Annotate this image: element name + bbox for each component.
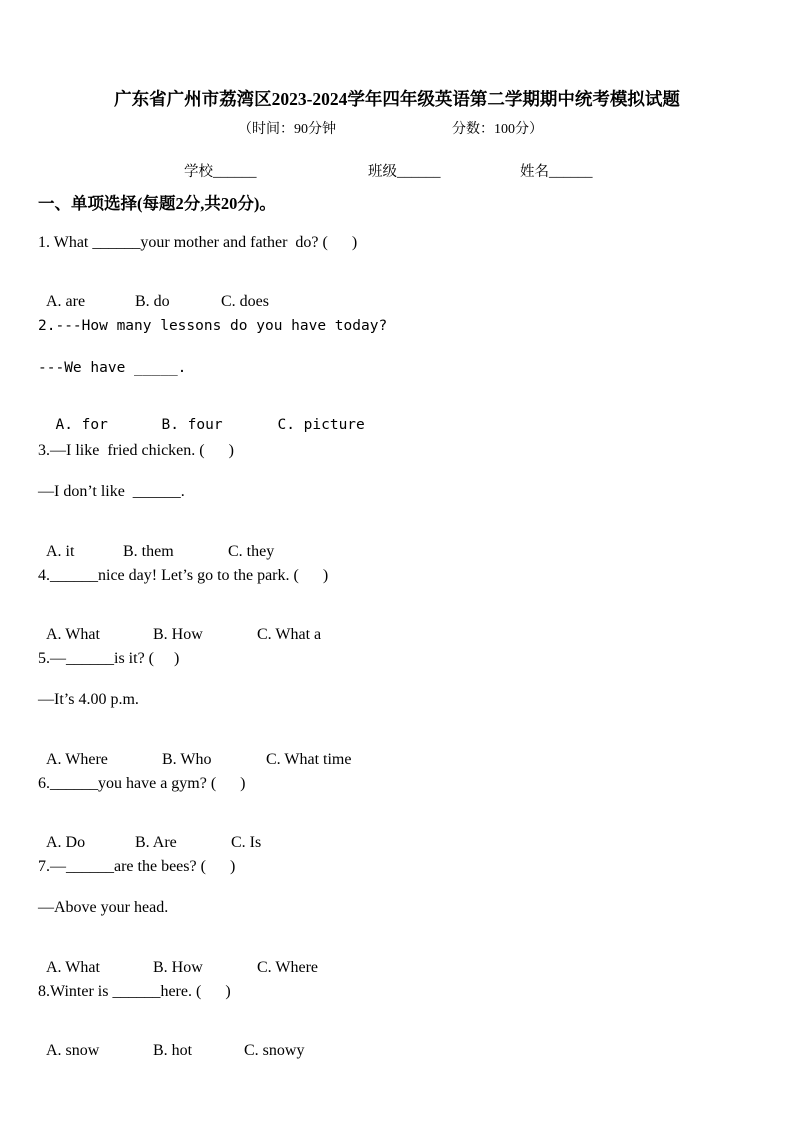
option-c: C. Where xyxy=(257,959,319,976)
option-a: A. What xyxy=(46,959,100,976)
option-c: C. Is xyxy=(231,834,262,851)
question-5-reply: —It’s 4.00 p.m. xyxy=(38,691,139,708)
options-4 xyxy=(38,608,321,644)
question-5: 5.—______is it? ( ) xyxy=(38,650,180,667)
exam-score: 分数：100分） xyxy=(452,122,543,137)
option-c: C. does xyxy=(221,293,269,310)
option-b: B. them xyxy=(123,543,174,560)
option-a: A. Do xyxy=(46,834,86,851)
option-a: A. it xyxy=(46,543,75,560)
question-7: 7.—______are the bees? ( ) xyxy=(38,858,236,875)
page-title: 广东省广州市荔湾区2023-2024学年四年级英语第二学期期中统考模拟试题 xyxy=(114,89,680,109)
option-a: A. for xyxy=(55,417,108,433)
school-field: 学校______ xyxy=(184,164,257,180)
question-6: 6.______you have a gym? ( ) xyxy=(38,775,246,792)
question-2: 2.---How many lessons do you have today? xyxy=(38,318,388,334)
option-a: A. What xyxy=(46,626,100,643)
option-a: A. are xyxy=(46,293,86,310)
question-7-reply: —Above your head. xyxy=(38,899,169,916)
option-b: B. Who xyxy=(162,751,212,768)
options-1 xyxy=(38,275,269,311)
option-b: B. Are xyxy=(135,834,177,851)
option-b: B. How xyxy=(153,626,203,643)
options-3 xyxy=(38,525,274,561)
options-5 xyxy=(38,733,351,769)
question-8: 8.Winter is ______here. ( ) xyxy=(38,983,231,1000)
option-a: A. snow xyxy=(46,1042,100,1059)
options-6 xyxy=(38,816,261,852)
class-field: 班级______ xyxy=(368,164,441,180)
options-7 xyxy=(38,941,318,977)
question-3: 3.—I like fried chicken. ( ) xyxy=(38,442,234,459)
option-c: C. What time xyxy=(266,751,352,768)
question-4: 4.______nice day! Let’s go to the park. ( ) xyxy=(38,567,329,584)
name-field: 姓名______ xyxy=(520,164,593,180)
option-b: B. do xyxy=(135,293,170,310)
option-b: B. four xyxy=(161,417,223,433)
option-c: C. picture xyxy=(277,417,365,433)
option-a: A. Where xyxy=(46,751,108,768)
options-8 xyxy=(38,1024,304,1060)
question-2-answer: ---We have _____. xyxy=(38,360,187,376)
option-c: C. snowy xyxy=(244,1042,305,1059)
option-b: B. How xyxy=(153,959,203,976)
option-c: C. they xyxy=(228,543,275,560)
question-3-reply: —I don’t like ______. xyxy=(38,483,185,500)
options-2 xyxy=(38,401,365,433)
option-b: B. hot xyxy=(153,1042,193,1059)
option-c: C. What a xyxy=(257,626,322,643)
exam-time: （时间：90分钟 xyxy=(238,122,336,137)
section-heading: 一、单项选择(每题2分,共20分)。 xyxy=(38,194,276,213)
question-1: 1. What ______your mother and father do? ( ) xyxy=(38,234,358,251)
